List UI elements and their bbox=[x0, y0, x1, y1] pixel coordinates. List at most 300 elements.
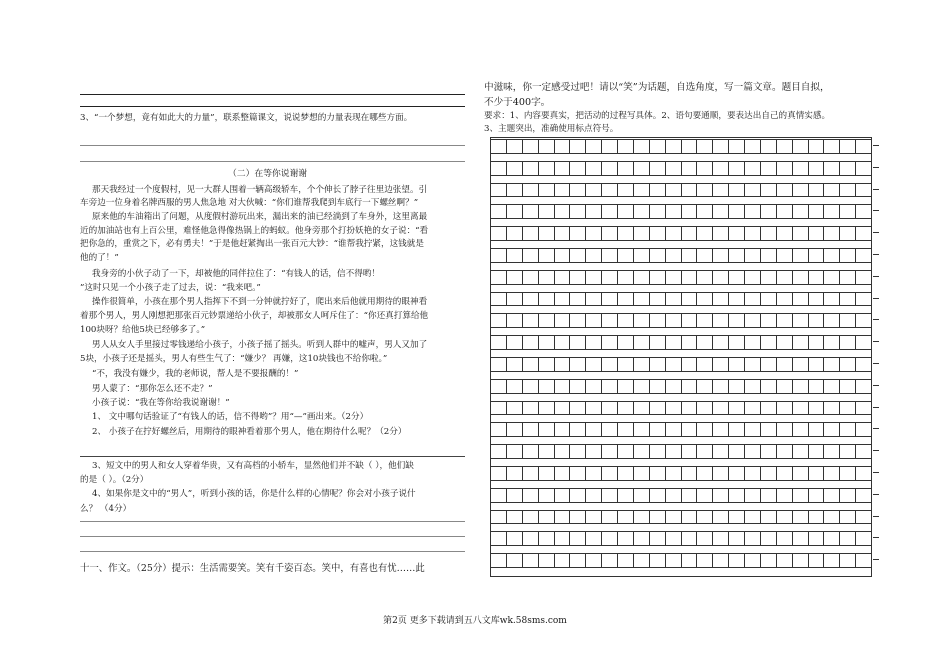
grid-cell[interactable] bbox=[634, 314, 650, 327]
grid-cell[interactable] bbox=[856, 336, 871, 349]
grid-cell[interactable] bbox=[618, 554, 634, 567]
grid-cell[interactable] bbox=[856, 205, 871, 218]
grid-cell[interactable] bbox=[618, 184, 634, 197]
grid-cell[interactable] bbox=[650, 140, 666, 153]
grid-cell[interactable] bbox=[840, 162, 856, 175]
grid-cell[interactable] bbox=[777, 162, 793, 175]
grid-cell[interactable] bbox=[697, 227, 713, 240]
grid-cell[interactable] bbox=[539, 532, 555, 545]
grid-cell[interactable] bbox=[634, 271, 650, 284]
grid-cell[interactable] bbox=[682, 249, 698, 262]
grid-cell[interactable] bbox=[570, 336, 586, 349]
grid-cell[interactable] bbox=[713, 423, 729, 436]
grid-cell[interactable] bbox=[745, 140, 761, 153]
grid-cell[interactable] bbox=[618, 227, 634, 240]
grid-cell[interactable] bbox=[586, 162, 602, 175]
grid-cell[interactable] bbox=[507, 205, 523, 218]
grid-cell[interactable] bbox=[793, 532, 809, 545]
grid-cell[interactable] bbox=[602, 271, 618, 284]
grid-cell[interactable] bbox=[570, 445, 586, 458]
grid-cell[interactable] bbox=[507, 293, 523, 306]
grid-cell[interactable] bbox=[491, 314, 507, 327]
grid-cell[interactable] bbox=[602, 249, 618, 262]
grid-cell[interactable] bbox=[491, 489, 507, 502]
grid-cell[interactable] bbox=[491, 184, 507, 197]
grid-cell[interactable] bbox=[761, 249, 777, 262]
grid-cell[interactable] bbox=[555, 467, 571, 480]
grid-cell[interactable] bbox=[729, 205, 745, 218]
grid-cell[interactable] bbox=[856, 227, 871, 240]
grid-cell[interactable] bbox=[491, 380, 507, 393]
grid-cell[interactable] bbox=[856, 423, 871, 436]
grid-cell[interactable] bbox=[523, 380, 539, 393]
grid-cell[interactable] bbox=[570, 249, 586, 262]
grid-cell[interactable] bbox=[824, 445, 840, 458]
grid-cell[interactable] bbox=[666, 249, 682, 262]
grid-cell[interactable] bbox=[840, 358, 856, 371]
grid-cell[interactable] bbox=[523, 358, 539, 371]
grid-cell[interactable] bbox=[602, 380, 618, 393]
grid-cell[interactable] bbox=[539, 293, 555, 306]
grid-cell[interactable] bbox=[809, 511, 825, 524]
grid-cell[interactable] bbox=[491, 467, 507, 480]
grid-cell[interactable] bbox=[507, 336, 523, 349]
grid-cell[interactable] bbox=[602, 293, 618, 306]
grid-cell[interactable] bbox=[697, 402, 713, 415]
grid-cell[interactable] bbox=[824, 249, 840, 262]
grid-cell[interactable] bbox=[491, 336, 507, 349]
grid-cell[interactable] bbox=[729, 445, 745, 458]
grid-cell[interactable] bbox=[523, 445, 539, 458]
grid-cell[interactable] bbox=[729, 336, 745, 349]
grid-cell[interactable] bbox=[713, 184, 729, 197]
grid-cell[interactable] bbox=[491, 402, 507, 415]
grid-cell[interactable] bbox=[697, 358, 713, 371]
grid-cell[interactable] bbox=[682, 554, 698, 567]
grid-cell[interactable] bbox=[507, 184, 523, 197]
grid-cell[interactable] bbox=[666, 511, 682, 524]
grid-cell[interactable] bbox=[523, 205, 539, 218]
grid-cell[interactable] bbox=[793, 445, 809, 458]
grid-cell[interactable] bbox=[618, 271, 634, 284]
grid-cell[interactable] bbox=[856, 140, 871, 153]
grid-cell[interactable] bbox=[491, 205, 507, 218]
grid-cell[interactable] bbox=[539, 380, 555, 393]
grid-cell[interactable] bbox=[650, 293, 666, 306]
grid-cell[interactable] bbox=[745, 184, 761, 197]
grid-cell[interactable] bbox=[856, 162, 871, 175]
grid-cell[interactable] bbox=[666, 380, 682, 393]
grid-cell[interactable] bbox=[824, 140, 840, 153]
grid-cell[interactable] bbox=[491, 249, 507, 262]
grid-cell[interactable] bbox=[618, 532, 634, 545]
grid-cell[interactable] bbox=[507, 445, 523, 458]
grid-cell[interactable] bbox=[745, 358, 761, 371]
grid-cell[interactable] bbox=[650, 532, 666, 545]
grid-cell[interactable] bbox=[793, 271, 809, 284]
grid-cell[interactable] bbox=[840, 184, 856, 197]
grid-cell[interactable] bbox=[570, 554, 586, 567]
grid-cell[interactable] bbox=[697, 205, 713, 218]
grid-cell[interactable] bbox=[824, 314, 840, 327]
grid-cell[interactable] bbox=[570, 511, 586, 524]
grid-cell[interactable] bbox=[634, 467, 650, 480]
grid-cell[interactable] bbox=[523, 140, 539, 153]
grid-cell[interactable] bbox=[650, 358, 666, 371]
grid-cell[interactable] bbox=[777, 358, 793, 371]
grid-cell[interactable] bbox=[840, 380, 856, 393]
grid-cell[interactable] bbox=[729, 467, 745, 480]
grid-cell[interactable] bbox=[634, 205, 650, 218]
grid-cell[interactable] bbox=[602, 184, 618, 197]
grid-cell[interactable] bbox=[682, 358, 698, 371]
grid-cell[interactable] bbox=[761, 140, 777, 153]
grid-cell[interactable] bbox=[650, 227, 666, 240]
grid-cell[interactable] bbox=[634, 489, 650, 502]
grid-cell[interactable] bbox=[745, 380, 761, 393]
grid-cell[interactable] bbox=[856, 358, 871, 371]
grid-cell[interactable] bbox=[491, 511, 507, 524]
grid-cell[interactable] bbox=[729, 489, 745, 502]
grid-cell[interactable] bbox=[809, 402, 825, 415]
grid-cell[interactable] bbox=[507, 162, 523, 175]
grid-cell[interactable] bbox=[618, 511, 634, 524]
grid-cell[interactable] bbox=[539, 358, 555, 371]
grid-cell[interactable] bbox=[634, 511, 650, 524]
grid-cell[interactable] bbox=[570, 227, 586, 240]
grid-cell[interactable] bbox=[586, 532, 602, 545]
grid-cell[interactable] bbox=[555, 271, 571, 284]
grid-cell[interactable] bbox=[682, 532, 698, 545]
grid-cell[interactable] bbox=[729, 511, 745, 524]
grid-cell[interactable] bbox=[570, 489, 586, 502]
grid-cell[interactable] bbox=[491, 227, 507, 240]
grid-cell[interactable] bbox=[666, 336, 682, 349]
grid-cell[interactable] bbox=[602, 358, 618, 371]
grid-cell[interactable] bbox=[809, 554, 825, 567]
grid-cell[interactable] bbox=[507, 358, 523, 371]
grid-cell[interactable] bbox=[650, 184, 666, 197]
grid-cell[interactable] bbox=[856, 249, 871, 262]
grid-cell[interactable] bbox=[713, 511, 729, 524]
grid-cell[interactable] bbox=[539, 489, 555, 502]
grid-cell[interactable] bbox=[840, 271, 856, 284]
grid-cell[interactable] bbox=[697, 336, 713, 349]
grid-cell[interactable] bbox=[682, 445, 698, 458]
grid-cell[interactable] bbox=[840, 423, 856, 436]
grid-cell[interactable] bbox=[539, 467, 555, 480]
grid-cell[interactable] bbox=[777, 205, 793, 218]
grid-cell[interactable] bbox=[586, 489, 602, 502]
grid-cell[interactable] bbox=[682, 162, 698, 175]
grid-cell[interactable] bbox=[602, 489, 618, 502]
grid-cell[interactable] bbox=[809, 162, 825, 175]
grid-cell[interactable] bbox=[523, 554, 539, 567]
grid-cell[interactable] bbox=[586, 271, 602, 284]
grid-cell[interactable] bbox=[761, 184, 777, 197]
grid-cell[interactable] bbox=[634, 532, 650, 545]
grid-cell[interactable] bbox=[840, 402, 856, 415]
grid-cell[interactable] bbox=[745, 249, 761, 262]
grid-cell[interactable] bbox=[586, 293, 602, 306]
grid-cell[interactable] bbox=[650, 467, 666, 480]
grid-cell[interactable] bbox=[523, 162, 539, 175]
grid-cell[interactable] bbox=[713, 314, 729, 327]
grid-cell[interactable] bbox=[745, 445, 761, 458]
grid-cell[interactable] bbox=[809, 184, 825, 197]
grid-cell[interactable] bbox=[777, 489, 793, 502]
grid-cell[interactable] bbox=[491, 423, 507, 436]
grid-cell[interactable] bbox=[809, 227, 825, 240]
grid-cell[interactable] bbox=[507, 140, 523, 153]
grid-cell[interactable] bbox=[729, 184, 745, 197]
grid-cell[interactable] bbox=[793, 249, 809, 262]
grid-cell[interactable] bbox=[523, 184, 539, 197]
grid-cell[interactable] bbox=[618, 423, 634, 436]
grid-cell[interactable] bbox=[555, 293, 571, 306]
grid-cell[interactable] bbox=[729, 380, 745, 393]
grid-cell[interactable] bbox=[824, 511, 840, 524]
grid-cell[interactable] bbox=[809, 489, 825, 502]
grid-cell[interactable] bbox=[570, 162, 586, 175]
grid-cell[interactable] bbox=[777, 554, 793, 567]
grid-cell[interactable] bbox=[697, 271, 713, 284]
grid-cell[interactable] bbox=[697, 423, 713, 436]
grid-cell[interactable] bbox=[682, 511, 698, 524]
grid-cell[interactable] bbox=[824, 184, 840, 197]
grid-cell[interactable] bbox=[856, 511, 871, 524]
grid-cell[interactable] bbox=[840, 467, 856, 480]
grid-cell[interactable] bbox=[618, 205, 634, 218]
grid-cell[interactable] bbox=[666, 140, 682, 153]
grid-cell[interactable] bbox=[809, 205, 825, 218]
grid-cell[interactable] bbox=[809, 293, 825, 306]
grid-cell[interactable] bbox=[856, 554, 871, 567]
grid-cell[interactable] bbox=[745, 271, 761, 284]
grid-cell[interactable] bbox=[507, 423, 523, 436]
grid-cell[interactable] bbox=[555, 511, 571, 524]
grid-cell[interactable] bbox=[761, 445, 777, 458]
grid-cell[interactable] bbox=[602, 554, 618, 567]
grid-cell[interactable] bbox=[570, 358, 586, 371]
grid-cell[interactable] bbox=[555, 358, 571, 371]
grid-cell[interactable] bbox=[523, 227, 539, 240]
grid-cell[interactable] bbox=[824, 358, 840, 371]
grid-cell[interactable] bbox=[555, 532, 571, 545]
grid-cell[interactable] bbox=[634, 336, 650, 349]
grid-cell[interactable] bbox=[618, 467, 634, 480]
grid-cell[interactable] bbox=[729, 554, 745, 567]
grid-cell[interactable] bbox=[713, 271, 729, 284]
grid-cell[interactable] bbox=[729, 271, 745, 284]
grid-cell[interactable] bbox=[539, 271, 555, 284]
grid-cell[interactable] bbox=[793, 358, 809, 371]
grid-cell[interactable] bbox=[602, 205, 618, 218]
grid-cell[interactable] bbox=[539, 227, 555, 240]
grid-cell[interactable] bbox=[809, 271, 825, 284]
grid-cell[interactable] bbox=[555, 140, 571, 153]
grid-cell[interactable] bbox=[570, 467, 586, 480]
grid-cell[interactable] bbox=[555, 205, 571, 218]
writing-grid[interactable] bbox=[490, 137, 872, 577]
grid-cell[interactable] bbox=[491, 358, 507, 371]
grid-cell[interactable] bbox=[539, 314, 555, 327]
grid-cell[interactable] bbox=[745, 511, 761, 524]
grid-cell[interactable] bbox=[570, 423, 586, 436]
grid-cell[interactable] bbox=[682, 271, 698, 284]
grid-cell[interactable] bbox=[840, 489, 856, 502]
grid-cell[interactable] bbox=[793, 162, 809, 175]
grid-cell[interactable] bbox=[713, 205, 729, 218]
grid-cell[interactable] bbox=[729, 532, 745, 545]
grid-cell[interactable] bbox=[666, 184, 682, 197]
grid-cell[interactable] bbox=[777, 314, 793, 327]
grid-cell[interactable] bbox=[745, 227, 761, 240]
grid-cell[interactable] bbox=[682, 423, 698, 436]
grid-cell[interactable] bbox=[650, 336, 666, 349]
grid-cell[interactable] bbox=[634, 445, 650, 458]
grid-cell[interactable] bbox=[586, 227, 602, 240]
grid-cell[interactable] bbox=[523, 271, 539, 284]
grid-cell[interactable] bbox=[824, 489, 840, 502]
grid-cell[interactable] bbox=[539, 402, 555, 415]
grid-cell[interactable] bbox=[523, 511, 539, 524]
grid-cell[interactable] bbox=[856, 293, 871, 306]
grid-cell[interactable] bbox=[761, 271, 777, 284]
grid-cell[interactable] bbox=[777, 445, 793, 458]
grid-cell[interactable] bbox=[824, 162, 840, 175]
grid-cell[interactable] bbox=[602, 445, 618, 458]
grid-cell[interactable] bbox=[634, 140, 650, 153]
grid-cell[interactable] bbox=[634, 162, 650, 175]
grid-cell[interactable] bbox=[697, 184, 713, 197]
grid-cell[interactable] bbox=[618, 380, 634, 393]
grid-cell[interactable] bbox=[586, 467, 602, 480]
grid-cell[interactable] bbox=[777, 423, 793, 436]
grid-cell[interactable] bbox=[745, 554, 761, 567]
grid-cell[interactable] bbox=[824, 532, 840, 545]
grid-cell[interactable] bbox=[761, 358, 777, 371]
grid-cell[interactable] bbox=[745, 314, 761, 327]
grid-cell[interactable] bbox=[634, 227, 650, 240]
grid-cell[interactable] bbox=[713, 467, 729, 480]
grid-cell[interactable] bbox=[729, 227, 745, 240]
grid-cell[interactable] bbox=[586, 511, 602, 524]
grid-cell[interactable] bbox=[761, 205, 777, 218]
grid-cell[interactable] bbox=[586, 358, 602, 371]
grid-cell[interactable] bbox=[777, 532, 793, 545]
grid-cell[interactable] bbox=[539, 140, 555, 153]
grid-cell[interactable] bbox=[840, 293, 856, 306]
grid-cell[interactable] bbox=[761, 314, 777, 327]
grid-cell[interactable] bbox=[570, 140, 586, 153]
grid-cell[interactable] bbox=[793, 402, 809, 415]
grid-cell[interactable] bbox=[824, 227, 840, 240]
grid-cell[interactable] bbox=[761, 532, 777, 545]
grid-cell[interactable] bbox=[745, 423, 761, 436]
grid-cell[interactable] bbox=[586, 336, 602, 349]
grid-cell[interactable] bbox=[586, 423, 602, 436]
grid-cell[interactable] bbox=[650, 489, 666, 502]
grid-cell[interactable] bbox=[570, 402, 586, 415]
grid-cell[interactable] bbox=[618, 293, 634, 306]
grid-cell[interactable] bbox=[682, 467, 698, 480]
grid-cell[interactable] bbox=[586, 184, 602, 197]
grid-cell[interactable] bbox=[856, 445, 871, 458]
grid-cell[interactable] bbox=[697, 380, 713, 393]
grid-cell[interactable] bbox=[777, 511, 793, 524]
grid-cell[interactable] bbox=[634, 554, 650, 567]
grid-cell[interactable] bbox=[586, 380, 602, 393]
grid-cell[interactable] bbox=[840, 140, 856, 153]
grid-cell[interactable] bbox=[539, 249, 555, 262]
grid-cell[interactable] bbox=[840, 227, 856, 240]
grid-cell[interactable] bbox=[570, 205, 586, 218]
grid-cell[interactable] bbox=[777, 402, 793, 415]
grid-cell[interactable] bbox=[634, 423, 650, 436]
grid-cell[interactable] bbox=[507, 511, 523, 524]
grid-cell[interactable] bbox=[634, 249, 650, 262]
grid-cell[interactable] bbox=[697, 445, 713, 458]
grid-cell[interactable] bbox=[824, 205, 840, 218]
grid-cell[interactable] bbox=[634, 293, 650, 306]
grid-cell[interactable] bbox=[507, 249, 523, 262]
grid-cell[interactable] bbox=[761, 554, 777, 567]
grid-cell[interactable] bbox=[713, 249, 729, 262]
grid-cell[interactable] bbox=[697, 489, 713, 502]
grid-cell[interactable] bbox=[650, 162, 666, 175]
grid-cell[interactable] bbox=[824, 293, 840, 306]
grid-cell[interactable] bbox=[507, 532, 523, 545]
grid-cell[interactable] bbox=[666, 445, 682, 458]
grid-cell[interactable] bbox=[840, 314, 856, 327]
grid-cell[interactable] bbox=[602, 140, 618, 153]
grid-cell[interactable] bbox=[745, 336, 761, 349]
grid-cell[interactable] bbox=[666, 293, 682, 306]
grid-cell[interactable] bbox=[507, 402, 523, 415]
grid-cell[interactable] bbox=[745, 205, 761, 218]
grid-cell[interactable] bbox=[650, 445, 666, 458]
grid-cell[interactable] bbox=[793, 293, 809, 306]
grid-cell[interactable] bbox=[713, 380, 729, 393]
grid-cell[interactable] bbox=[713, 445, 729, 458]
grid-cell[interactable] bbox=[713, 358, 729, 371]
grid-cell[interactable] bbox=[793, 140, 809, 153]
grid-cell[interactable] bbox=[824, 380, 840, 393]
grid-cell[interactable] bbox=[650, 271, 666, 284]
grid-cell[interactable] bbox=[586, 249, 602, 262]
grid-cell[interactable] bbox=[840, 336, 856, 349]
grid-cell[interactable] bbox=[809, 445, 825, 458]
grid-cell[interactable] bbox=[555, 423, 571, 436]
grid-cell[interactable] bbox=[761, 467, 777, 480]
grid-cell[interactable] bbox=[602, 532, 618, 545]
grid-cell[interactable] bbox=[713, 532, 729, 545]
grid-cell[interactable] bbox=[793, 467, 809, 480]
grid-cell[interactable] bbox=[650, 423, 666, 436]
grid-cell[interactable] bbox=[809, 423, 825, 436]
grid-cell[interactable] bbox=[761, 489, 777, 502]
grid-cell[interactable] bbox=[539, 162, 555, 175]
grid-cell[interactable] bbox=[602, 162, 618, 175]
grid-cell[interactable] bbox=[761, 423, 777, 436]
grid-cell[interactable] bbox=[697, 140, 713, 153]
grid-cell[interactable] bbox=[729, 293, 745, 306]
grid-cell[interactable] bbox=[491, 293, 507, 306]
grid-cell[interactable] bbox=[682, 336, 698, 349]
grid-cell[interactable] bbox=[507, 554, 523, 567]
grid-cell[interactable] bbox=[491, 140, 507, 153]
